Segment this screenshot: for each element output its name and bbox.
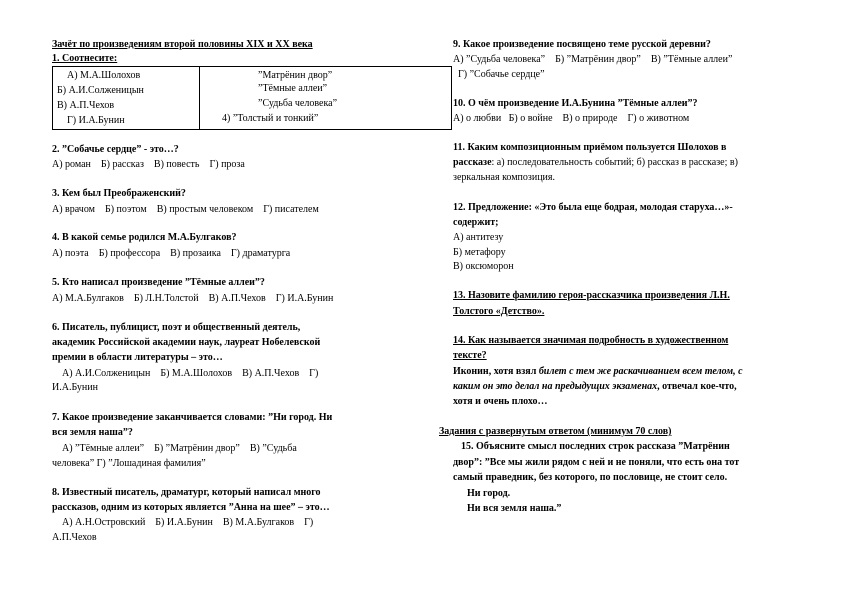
q7-question-line2: вся земля наша”? [52, 427, 133, 438]
q2-answers: А) роман Б) рассказ В) повесть Г) проза [52, 159, 245, 170]
page-title: Зачёт по произведениям второй половины XIX и XX века [52, 39, 313, 50]
q14-quote-detail: билет с тем же раскачиванием всем телом, с [538, 366, 743, 377]
q3-answers: А) врачом Б) поэтом В) простым человеком Г) писателем [52, 204, 319, 215]
q8-answers-line1: А) А.Н.Островский Б) И.А.Бунин В) М.А.Булгаков Г) [52, 517, 314, 528]
q12-answer-a: А) антитезу [453, 232, 504, 243]
q15-line3: самый праведник, без которого, по пословице, не стоит село. [453, 472, 728, 483]
q11-line1: 11. Каким композиционным приёмом пользуется Шолохов в [453, 142, 727, 153]
q15-line4: Ни город. [467, 488, 511, 499]
q14-quote-part: , отвечал кое-что, [657, 381, 737, 392]
q3-question: 3. Кем был Преображенский? [52, 188, 186, 199]
q14-quote-part: Иконин, хотя взял [453, 366, 539, 377]
q9-answers-line2: Г) ”Собачье сердце” [453, 69, 545, 80]
q9-answers-line1: А) ”Судьба человека” Б) ”Матрёнин двор” В) ”Тёмные аллеи” [453, 54, 733, 65]
work-4: 4) ”Толстый и тонкий” [222, 113, 319, 124]
work-1: ”Матрёнин двор” [258, 70, 333, 81]
q2-question: 2. ”Собачье сердце” - это…? [52, 144, 179, 155]
author-b: Б) А.И.Солженицын [57, 85, 144, 96]
q1-label: 1. Соотнесите: [52, 53, 118, 64]
q8-answers-line2: А.П.Чехов [52, 532, 97, 543]
author-a: А) М.А.Шолохов [67, 70, 141, 81]
q15-line5: Ни вся земля наша.” [467, 503, 562, 514]
q6-question-line1: 6. Писатель, публицист, поэт и общественный деятель, [52, 322, 301, 333]
q9-question: 9. Какое произведение посвящено теме русской деревни? [453, 39, 711, 50]
q14-question-line2: тексте? [453, 350, 487, 361]
section-heading: Задания с развернутым ответом (минимум 70 слов) [439, 426, 672, 437]
work-2: ”Тёмные аллеи” [258, 83, 328, 94]
table-divider [199, 67, 200, 129]
q12-question-line1: 12. Предложение: «Это была еще бодрая, молодая старуха…»- [453, 202, 733, 213]
work-3: ”Судьба человека” [258, 98, 338, 109]
q7-question-line1: 7. Какое произведение заканчивается словами: ”Ни город. Ни [52, 412, 333, 423]
q6-question-line2: академик Российской академии наук, лауреат Нобелевской [52, 337, 321, 348]
q6-answers-line2: И.А.Бунин [52, 382, 98, 393]
q14-quote-line3: хотя и очень плохо… [453, 396, 548, 407]
q14-quote-line1 [453, 365, 808, 378]
q13-question-line1: 13. Назовите фамилию героя-рассказчика произведения Л.Н. [453, 290, 730, 301]
q4-question: 4. В какой семье родился М.А.Булгаков? [52, 232, 237, 243]
q14-quote-line2 [453, 380, 808, 393]
q7-answers-line1: А) ”Тёмные аллеи” Б) ”Матрёнин двор” В) ”Судьба [52, 443, 297, 454]
q6-answers-line1: А) А.И.Солженицын Б) М.А.Шолохов В) А.П.Чехов Г) [52, 368, 319, 379]
matching-table [52, 66, 452, 130]
q13-question-line2: Толстого «Детство». [453, 306, 545, 317]
author-c: В) А.П.Чехов [57, 100, 115, 111]
q11-line2-rest: : а) последовательность событий; б) рассказ в рассказе; в) [491, 157, 738, 168]
q8-question-line1: 8. Известный писатель, драматург, который написал много [52, 487, 321, 498]
q5-answers: А) М.А.Булгаков Б) Л.Н.Толстой В) А.П.Чехов Г) И.А.Бунин [52, 293, 334, 304]
q8-question-line2: рассказов, одним из которых является ”Анна на шее” – это… [52, 502, 330, 513]
q14-quote-detail: каким он это делал на предыдущих экзаменах [453, 381, 658, 392]
q6-question-line3: премии в области литературы – это… [52, 352, 223, 363]
author-d: Г) И.А.Бунин [67, 115, 125, 126]
q12-answer-c: В) оксюморон [453, 261, 514, 272]
q4-answers: А) поэта Б) профессора В) прозаика Г) драматурга [52, 248, 291, 259]
q14-question-line1: 14. Как называется значимая подробность в художественном [453, 335, 729, 346]
q15-line2: двор”: ”Все мы жили рядом с ней и не поняли, что есть она тот [453, 457, 740, 468]
q10-question: 10. О чём произведение И.А.Бунина ”Тёмные аллеи”? [453, 98, 698, 109]
q11-line3: зеркальная композиция. [453, 172, 556, 183]
q12-question-line2: содержит; [453, 217, 499, 228]
q5-question: 5. Кто написал произведение ”Тёмные аллеи”? [52, 277, 265, 288]
q11-line2-bold: рассказе [453, 157, 492, 168]
q15-line1: 15. Объясните смысл последних строк рассказа ”Матрёнин [461, 441, 730, 452]
q12-answer-b: Б) метафору [453, 247, 506, 258]
q10-answers: А) о любви Б) о войне В) о природе Г) о животном [453, 113, 690, 124]
q7-answers-line2: человека” Г) ”Лошадиная фамилия” [52, 458, 206, 469]
q11-line2 [453, 156, 808, 169]
